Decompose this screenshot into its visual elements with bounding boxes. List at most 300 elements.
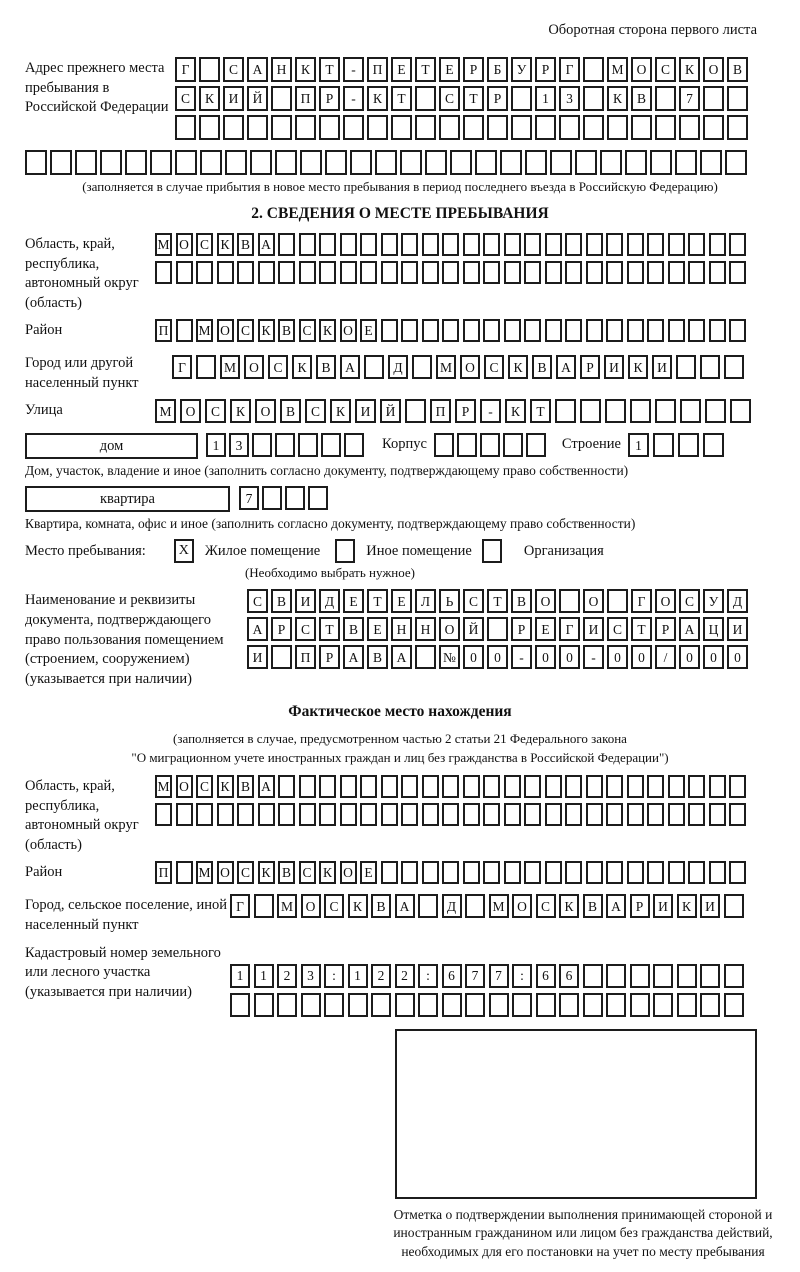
char-cell[interactable]: А: [391, 645, 412, 669]
char-cell[interactable]: [439, 115, 460, 140]
char-cell[interactable]: [237, 803, 254, 826]
char-cell[interactable]: [709, 233, 726, 256]
char-cell[interactable]: [422, 775, 439, 798]
char-cell[interactable]: К: [348, 894, 368, 918]
char-cell[interactable]: [680, 399, 701, 423]
char-cell[interactable]: С: [299, 861, 316, 884]
char-cell[interactable]: 0: [679, 645, 700, 669]
char-cell[interactable]: [586, 319, 603, 342]
char-cell[interactable]: М: [220, 355, 240, 379]
char-cell[interactable]: С: [484, 355, 504, 379]
char-cell[interactable]: К: [258, 319, 275, 342]
char-cell[interactable]: С: [536, 894, 556, 918]
char-cell[interactable]: [647, 233, 664, 256]
char-cell[interactable]: [415, 86, 436, 111]
char-cell[interactable]: [606, 964, 626, 988]
char-cell[interactable]: [100, 150, 122, 175]
char-cell[interactable]: [511, 86, 532, 111]
char-cell[interactable]: О: [460, 355, 480, 379]
char-cell[interactable]: С: [247, 589, 268, 613]
char-cell[interactable]: [524, 861, 541, 884]
char-cell[interactable]: [688, 775, 705, 798]
char-cell[interactable]: [381, 861, 398, 884]
char-cell[interactable]: [258, 803, 275, 826]
char-cell[interactable]: Е: [367, 617, 388, 641]
char-cell[interactable]: [155, 261, 172, 284]
char-cell[interactable]: [319, 115, 340, 140]
char-cell[interactable]: Г: [172, 355, 192, 379]
char-cell[interactable]: [463, 115, 484, 140]
char-cell[interactable]: -: [343, 57, 364, 82]
char-cell[interactable]: Л: [415, 589, 436, 613]
char-cell[interactable]: [725, 150, 747, 175]
char-cell[interactable]: [343, 115, 364, 140]
char-cell[interactable]: [545, 775, 562, 798]
char-cell[interactable]: С: [655, 57, 676, 82]
char-cell[interactable]: О: [703, 57, 724, 82]
char-cell[interactable]: [675, 150, 697, 175]
char-cell[interactable]: Н: [271, 57, 292, 82]
char-cell[interactable]: О: [340, 861, 357, 884]
char-cell[interactable]: С: [205, 399, 226, 423]
char-cell[interactable]: О: [176, 775, 193, 798]
char-cell[interactable]: Р: [463, 57, 484, 82]
char-cell[interactable]: -: [583, 645, 604, 669]
char-cell[interactable]: [308, 486, 328, 510]
char-cell[interactable]: [475, 150, 497, 175]
char-cell[interactable]: 1: [348, 964, 368, 988]
char-cell[interactable]: А: [247, 617, 268, 641]
char-cell[interactable]: 7: [465, 964, 485, 988]
char-cell[interactable]: [415, 645, 436, 669]
char-cell[interactable]: В: [367, 645, 388, 669]
char-cell[interactable]: [483, 775, 500, 798]
char-cell[interactable]: [176, 803, 193, 826]
char-cell[interactable]: В: [727, 57, 748, 82]
char-cell[interactable]: С: [463, 589, 484, 613]
char-cell[interactable]: [401, 861, 418, 884]
char-cell[interactable]: [627, 861, 644, 884]
char-cell[interactable]: [550, 150, 572, 175]
char-cell[interactable]: [271, 86, 292, 111]
char-cell[interactable]: [565, 861, 582, 884]
char-cell[interactable]: [196, 803, 213, 826]
char-cell[interactable]: М: [489, 894, 509, 918]
char-cell[interactable]: [504, 319, 521, 342]
char-cell[interactable]: Е: [360, 319, 377, 342]
char-cell[interactable]: М: [155, 233, 172, 256]
char-cell[interactable]: [360, 261, 377, 284]
char-cell[interactable]: П: [155, 319, 172, 342]
char-cell[interactable]: Т: [367, 589, 388, 613]
char-cell[interactable]: И: [653, 894, 673, 918]
char-cell[interactable]: [223, 115, 244, 140]
char-cell[interactable]: [340, 261, 357, 284]
char-cell[interactable]: О: [255, 399, 276, 423]
char-cell[interactable]: 6: [442, 964, 462, 988]
char-cell[interactable]: [545, 803, 562, 826]
char-cell[interactable]: А: [679, 617, 700, 641]
char-cell[interactable]: [463, 775, 480, 798]
char-cell[interactable]: О: [217, 861, 234, 884]
char-cell[interactable]: [176, 319, 193, 342]
char-cell[interactable]: №: [439, 645, 460, 669]
char-cell[interactable]: [405, 399, 426, 423]
char-cell[interactable]: 0: [487, 645, 508, 669]
char-cell[interactable]: [401, 803, 418, 826]
char-cell[interactable]: И: [700, 894, 720, 918]
char-cell[interactable]: [709, 803, 726, 826]
char-cell[interactable]: О: [512, 894, 532, 918]
char-cell[interactable]: [340, 233, 357, 256]
char-cell[interactable]: [463, 861, 480, 884]
char-cell[interactable]: 1: [206, 433, 226, 457]
char-cell[interactable]: [344, 433, 364, 457]
char-cell[interactable]: [625, 150, 647, 175]
char-cell[interactable]: [489, 993, 509, 1017]
char-cell[interactable]: 1: [535, 86, 556, 111]
char-cell[interactable]: П: [295, 645, 316, 669]
char-cell[interactable]: [199, 115, 220, 140]
char-cell[interactable]: [607, 115, 628, 140]
char-cell[interactable]: М: [196, 319, 213, 342]
char-cell[interactable]: -: [511, 645, 532, 669]
char-cell[interactable]: Т: [530, 399, 551, 423]
stay-checkbox-organization[interactable]: [482, 539, 502, 563]
char-cell[interactable]: [483, 261, 500, 284]
char-cell[interactable]: [676, 355, 696, 379]
char-cell[interactable]: [583, 115, 604, 140]
char-cell[interactable]: [50, 150, 72, 175]
char-cell[interactable]: Д: [727, 589, 748, 613]
char-cell[interactable]: [381, 233, 398, 256]
char-cell[interactable]: [258, 261, 275, 284]
char-cell[interactable]: [278, 775, 295, 798]
char-cell[interactable]: [247, 115, 268, 140]
char-cell[interactable]: И: [583, 617, 604, 641]
char-cell[interactable]: [350, 150, 372, 175]
char-cell[interactable]: [465, 894, 485, 918]
char-cell[interactable]: :: [324, 964, 344, 988]
char-cell[interactable]: [545, 233, 562, 256]
char-cell[interactable]: 2: [395, 964, 415, 988]
char-cell[interactable]: Р: [319, 86, 340, 111]
char-cell[interactable]: [442, 233, 459, 256]
char-cell[interactable]: М: [155, 775, 172, 798]
char-cell[interactable]: И: [223, 86, 244, 111]
char-cell[interactable]: [583, 993, 603, 1017]
char-cell[interactable]: [586, 261, 603, 284]
char-cell[interactable]: [442, 861, 459, 884]
char-cell[interactable]: [647, 861, 664, 884]
char-cell[interactable]: [412, 355, 432, 379]
char-cell[interactable]: В: [316, 355, 336, 379]
char-cell[interactable]: [730, 399, 751, 423]
char-cell[interactable]: [688, 261, 705, 284]
char-cell[interactable]: [401, 261, 418, 284]
char-cell[interactable]: О: [631, 57, 652, 82]
char-cell[interactable]: Т: [631, 617, 652, 641]
char-cell[interactable]: [319, 261, 336, 284]
char-cell[interactable]: [647, 261, 664, 284]
char-cell[interactable]: [175, 115, 196, 140]
char-cell[interactable]: [583, 964, 603, 988]
char-cell[interactable]: [254, 993, 274, 1017]
char-cell[interactable]: С: [175, 86, 196, 111]
char-cell[interactable]: [511, 115, 532, 140]
char-cell[interactable]: [381, 775, 398, 798]
char-cell[interactable]: Н: [415, 617, 436, 641]
char-cell[interactable]: В: [278, 319, 295, 342]
char-cell[interactable]: 0: [535, 645, 556, 669]
char-cell[interactable]: [545, 861, 562, 884]
char-cell[interactable]: С: [237, 319, 254, 342]
char-cell[interactable]: [565, 319, 582, 342]
char-cell[interactable]: [703, 433, 724, 457]
char-cell[interactable]: [545, 319, 562, 342]
char-cell[interactable]: К: [505, 399, 526, 423]
char-cell[interactable]: [678, 433, 699, 457]
char-cell[interactable]: [217, 261, 234, 284]
char-cell[interactable]: [655, 399, 676, 423]
char-cell[interactable]: [709, 319, 726, 342]
char-cell[interactable]: Р: [271, 617, 292, 641]
char-cell[interactable]: П: [155, 861, 172, 884]
char-cell[interactable]: Т: [391, 86, 412, 111]
char-cell[interactable]: [125, 150, 147, 175]
char-cell[interactable]: [504, 261, 521, 284]
char-cell[interactable]: [324, 993, 344, 1017]
char-cell[interactable]: П: [295, 86, 316, 111]
char-cell[interactable]: К: [199, 86, 220, 111]
char-cell[interactable]: [150, 150, 172, 175]
char-cell[interactable]: 0: [727, 645, 748, 669]
char-cell[interactable]: [575, 150, 597, 175]
char-cell[interactable]: В: [278, 861, 295, 884]
char-cell[interactable]: Т: [487, 589, 508, 613]
char-cell[interactable]: [729, 261, 746, 284]
char-cell[interactable]: 1: [230, 964, 250, 988]
char-cell[interactable]: [512, 993, 532, 1017]
char-cell[interactable]: [200, 150, 222, 175]
char-cell[interactable]: Д: [319, 589, 340, 613]
char-cell[interactable]: [503, 433, 523, 457]
char-cell[interactable]: К: [217, 233, 234, 256]
char-cell[interactable]: О: [535, 589, 556, 613]
char-cell[interactable]: [25, 150, 47, 175]
char-cell[interactable]: [647, 319, 664, 342]
char-cell[interactable]: А: [247, 57, 268, 82]
char-cell[interactable]: М: [196, 861, 213, 884]
char-cell[interactable]: К: [319, 861, 336, 884]
char-cell[interactable]: И: [355, 399, 376, 423]
char-cell[interactable]: [463, 803, 480, 826]
char-cell[interactable]: [688, 319, 705, 342]
char-cell[interactable]: [607, 589, 628, 613]
char-cell[interactable]: /: [655, 645, 676, 669]
char-cell[interactable]: [483, 233, 500, 256]
char-cell[interactable]: [325, 150, 347, 175]
char-cell[interactable]: [709, 261, 726, 284]
char-cell[interactable]: Т: [319, 617, 340, 641]
char-cell[interactable]: С: [439, 86, 460, 111]
char-cell[interactable]: [650, 150, 672, 175]
char-cell[interactable]: В: [237, 233, 254, 256]
char-cell[interactable]: [225, 150, 247, 175]
char-cell[interactable]: К: [230, 399, 251, 423]
char-cell[interactable]: М: [277, 894, 297, 918]
char-cell[interactable]: [559, 115, 580, 140]
char-cell[interactable]: 0: [463, 645, 484, 669]
char-cell[interactable]: Е: [535, 617, 556, 641]
char-cell[interactable]: [724, 894, 744, 918]
char-cell[interactable]: [524, 319, 541, 342]
char-cell[interactable]: [647, 803, 664, 826]
char-cell[interactable]: [199, 57, 220, 82]
char-cell[interactable]: [340, 775, 357, 798]
char-cell[interactable]: У: [511, 57, 532, 82]
char-cell[interactable]: 0: [703, 645, 724, 669]
char-cell[interactable]: [606, 261, 623, 284]
char-cell[interactable]: [586, 233, 603, 256]
char-cell[interactable]: А: [606, 894, 626, 918]
char-cell[interactable]: М: [436, 355, 456, 379]
char-cell[interactable]: О: [340, 319, 357, 342]
char-cell[interactable]: [400, 150, 422, 175]
char-cell[interactable]: -: [480, 399, 501, 423]
char-cell[interactable]: [668, 861, 685, 884]
char-cell[interactable]: [606, 233, 623, 256]
char-cell[interactable]: В: [532, 355, 552, 379]
char-cell[interactable]: [278, 261, 295, 284]
char-cell[interactable]: [175, 150, 197, 175]
char-cell[interactable]: [700, 993, 720, 1017]
char-cell[interactable]: [727, 115, 748, 140]
char-cell[interactable]: [442, 803, 459, 826]
char-cell[interactable]: [627, 775, 644, 798]
char-cell[interactable]: 0: [607, 645, 628, 669]
char-cell[interactable]: [463, 319, 480, 342]
char-cell[interactable]: Д: [442, 894, 462, 918]
char-cell[interactable]: Й: [463, 617, 484, 641]
char-cell[interactable]: Е: [360, 861, 377, 884]
char-cell[interactable]: С: [268, 355, 288, 379]
char-cell[interactable]: Е: [391, 57, 412, 82]
char-cell[interactable]: [395, 993, 415, 1017]
char-cell[interactable]: [653, 964, 673, 988]
char-cell[interactable]: [75, 150, 97, 175]
char-cell[interactable]: [724, 993, 744, 1017]
char-cell[interactable]: Г: [559, 57, 580, 82]
char-cell[interactable]: [348, 993, 368, 1017]
char-cell[interactable]: 7: [489, 964, 509, 988]
char-cell[interactable]: [401, 775, 418, 798]
char-cell[interactable]: К: [292, 355, 312, 379]
char-cell[interactable]: А: [343, 645, 364, 669]
char-cell[interactable]: [418, 894, 438, 918]
char-cell[interactable]: [319, 803, 336, 826]
char-cell[interactable]: 6: [536, 964, 556, 988]
char-cell[interactable]: А: [258, 233, 275, 256]
char-cell[interactable]: Г: [631, 589, 652, 613]
char-cell[interactable]: [319, 233, 336, 256]
char-cell[interactable]: [504, 233, 521, 256]
char-cell[interactable]: [583, 57, 604, 82]
char-cell[interactable]: К: [319, 319, 336, 342]
char-cell[interactable]: [600, 150, 622, 175]
char-cell[interactable]: [559, 993, 579, 1017]
char-cell[interactable]: И: [247, 645, 268, 669]
char-cell[interactable]: Е: [391, 589, 412, 613]
char-cell[interactable]: 1: [254, 964, 274, 988]
char-cell[interactable]: [321, 433, 341, 457]
char-cell[interactable]: [677, 964, 697, 988]
char-cell[interactable]: [668, 775, 685, 798]
char-cell[interactable]: В: [280, 399, 301, 423]
char-cell[interactable]: [277, 993, 297, 1017]
char-cell[interactable]: [381, 319, 398, 342]
char-cell[interactable]: П: [430, 399, 451, 423]
char-cell[interactable]: К: [559, 894, 579, 918]
char-cell[interactable]: Р: [511, 617, 532, 641]
char-cell[interactable]: К: [607, 86, 628, 111]
char-cell[interactable]: [565, 775, 582, 798]
stay-checkbox-other[interactable]: [335, 539, 355, 563]
char-cell[interactable]: К: [258, 861, 275, 884]
char-cell[interactable]: [606, 803, 623, 826]
char-cell[interactable]: Й: [247, 86, 268, 111]
char-cell[interactable]: [299, 775, 316, 798]
char-cell[interactable]: У: [703, 589, 724, 613]
char-cell[interactable]: [262, 486, 282, 510]
char-cell[interactable]: В: [631, 86, 652, 111]
char-cell[interactable]: [709, 775, 726, 798]
char-cell[interactable]: [196, 355, 216, 379]
char-cell[interactable]: К: [677, 894, 697, 918]
char-cell[interactable]: [465, 993, 485, 1017]
char-cell[interactable]: 7: [239, 486, 259, 510]
char-cell[interactable]: [275, 433, 295, 457]
char-cell[interactable]: [700, 355, 720, 379]
char-cell[interactable]: [545, 261, 562, 284]
char-cell[interactable]: В: [511, 589, 532, 613]
char-cell[interactable]: [504, 861, 521, 884]
char-cell[interactable]: [729, 233, 746, 256]
char-cell[interactable]: [463, 233, 480, 256]
char-cell[interactable]: :: [512, 964, 532, 988]
char-cell[interactable]: 2: [371, 964, 391, 988]
char-cell[interactable]: [703, 86, 724, 111]
char-cell[interactable]: [375, 150, 397, 175]
char-cell[interactable]: С: [295, 617, 316, 641]
char-cell[interactable]: [700, 964, 720, 988]
char-cell[interactable]: [647, 775, 664, 798]
char-cell[interactable]: [559, 589, 580, 613]
char-cell[interactable]: Б: [487, 57, 508, 82]
char-cell[interactable]: И: [727, 617, 748, 641]
char-cell[interactable]: С: [237, 861, 254, 884]
char-cell[interactable]: Т: [319, 57, 340, 82]
char-cell[interactable]: Р: [487, 86, 508, 111]
char-cell[interactable]: Ц: [703, 617, 724, 641]
char-cell[interactable]: С: [223, 57, 244, 82]
char-cell[interactable]: [483, 861, 500, 884]
char-cell[interactable]: 7: [679, 86, 700, 111]
char-cell[interactable]: 0: [631, 645, 652, 669]
char-cell[interactable]: [586, 775, 603, 798]
char-cell[interactable]: 0: [559, 645, 580, 669]
char-cell[interactable]: К: [295, 57, 316, 82]
